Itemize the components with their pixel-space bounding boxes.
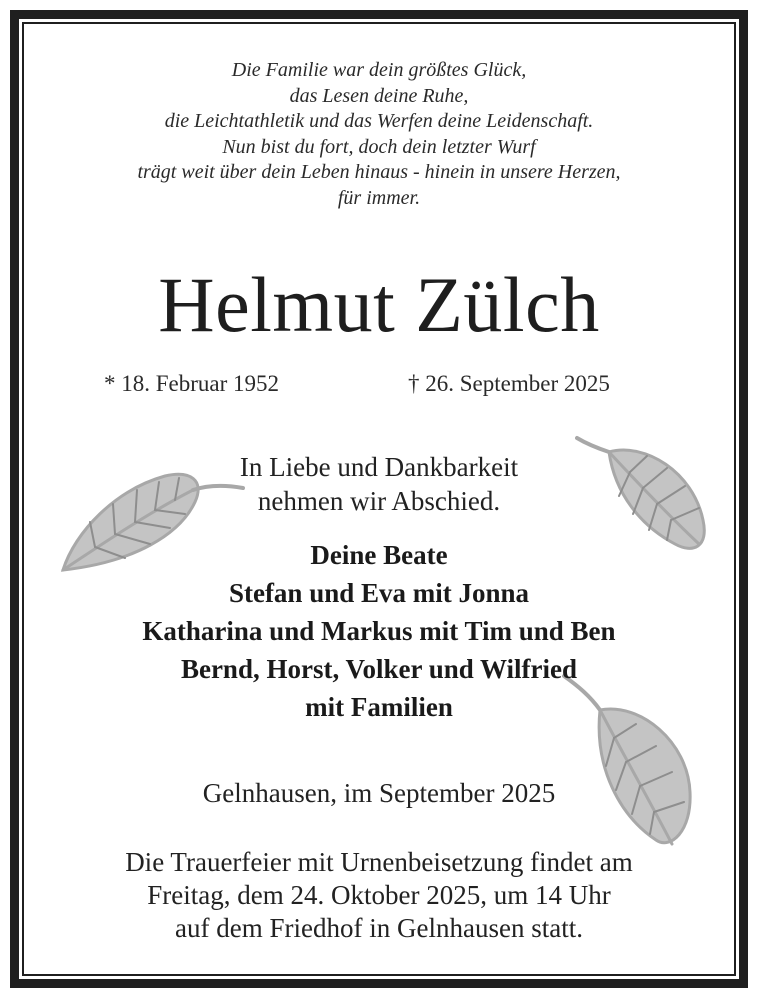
service-line: auf dem Friedhof in Gelnhausen statt. (175, 913, 583, 943)
deceased-name: Helmut Zülch (158, 261, 600, 348)
family-line: mit Familien (305, 692, 453, 722)
farewell-text (0, 450, 758, 518)
service-info (0, 846, 758, 945)
poem-line: Nun bist du fort, doch dein letzter Wurf (222, 135, 536, 158)
family-list (0, 536, 758, 726)
place-date: Gelnhausen, im September 2025 (202, 778, 556, 808)
poem-line: für immer. (337, 186, 421, 209)
service-line: Freitag, dem 24. Oktober 2025, um 14 Uhr (147, 880, 611, 910)
farewell-line: In Liebe und Dankbarkeit (239, 452, 519, 482)
death-date: † 26. September 2025 (408, 371, 610, 396)
family-line: Bernd, Horst, Volker und Wilfried (180, 654, 578, 684)
poem (0, 58, 758, 211)
poem-line: die Leichtathletik und das Werfen deine Leidenschaft. (164, 110, 594, 132)
family-line: Katharina und Markus mit Tim und Ben (142, 616, 616, 646)
family-line: Deine Beate (310, 540, 448, 570)
birth-date: * 18. Februar 1952 (104, 371, 280, 396)
family-line: Stefan und Eva mit Jonna (228, 578, 530, 608)
poem-line: das Lesen deine Ruhe, (289, 84, 469, 107)
poem-line: Die Familie war dein größtes Glück, (231, 59, 527, 81)
farewell-line: nehmen wir Abschied. (257, 486, 501, 516)
poem-line: trägt weit über dein Leben hinaus - hinein in unsere Herzen, (137, 161, 621, 183)
service-line: Die Trauerfeier mit Urnenbeisetzung findet am (125, 847, 633, 877)
